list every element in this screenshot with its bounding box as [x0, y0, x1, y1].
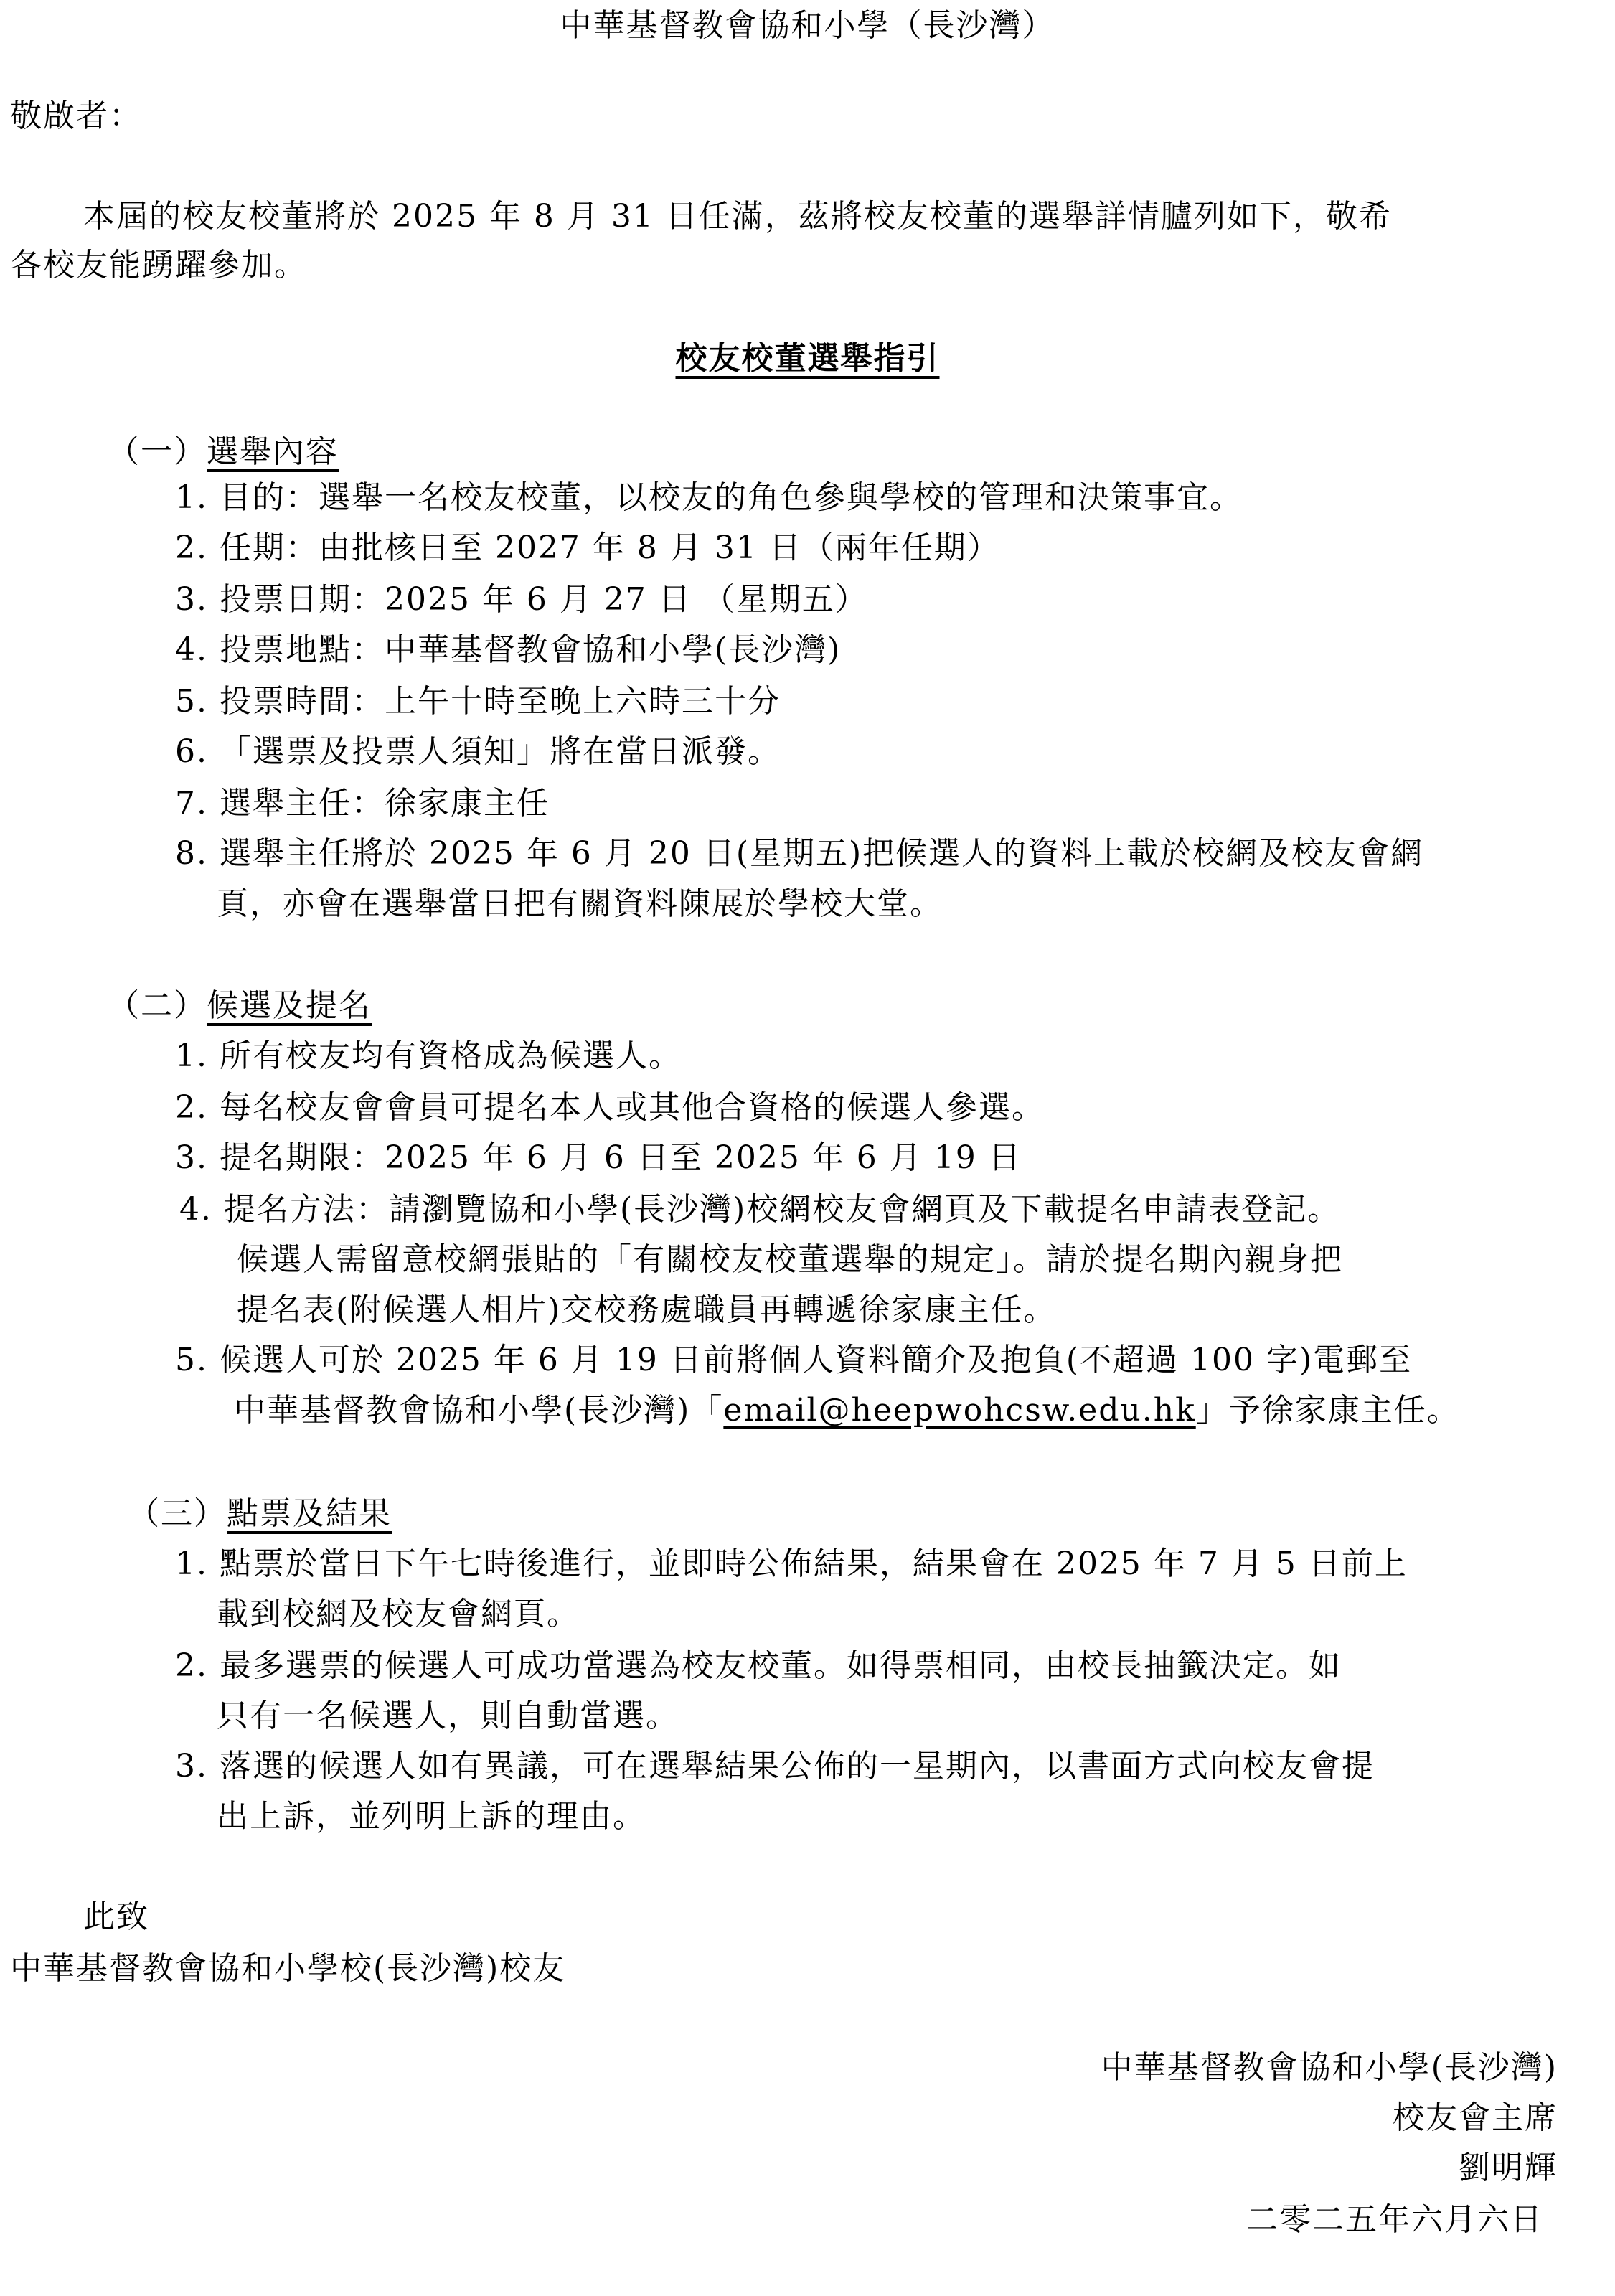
salutation: 敬啟者： [10, 98, 142, 134]
email-prefix: 中華基督教會協和小學(長沙灣)「 [234, 1392, 724, 1429]
section1-item: 5. 投票時間：上午十時至晚上六時三十分 [175, 683, 781, 720]
section2-item: 2. 每名校友會會員可提名本人或其他合資格的候選人參選。 [175, 1089, 1045, 1126]
guide-heading: 校友校董選舉指引 [675, 340, 940, 377]
section2-item: 5. 候選人可於 2025 年 6 月 19 日前將個人資料簡介及抱負(不超過 100 字)電郵至 [175, 1342, 1413, 1378]
section2-item: 1. 所有校友均有資格成為候選人。 [175, 1038, 682, 1074]
section1-item: 1. 目的：選舉一名校友校董，以校友的角色參與學校的管理和決策事宜。 [175, 479, 1243, 516]
section3-heading [128, 1492, 392, 1535]
section1-item: 7. 選舉主任：徐家康主任 [175, 785, 550, 822]
section2-item-continued: 提名表(附候選人相片)交校務處職員再轉遞徐家康主任。 [237, 1292, 1057, 1328]
signature-name: 劉明輝 [1459, 2150, 1558, 2186]
section3-item: 1. 點票於當日下午七時後進行，並即時公佈結果，結果會在 2025 年 7 月 5 日前上 [175, 1545, 1408, 1582]
section1-number: （一） [108, 433, 207, 470]
section2-title: 候選及提名 [207, 987, 372, 1024]
school-title: 中華基督教會協和小學（長沙灣） [560, 7, 1055, 44]
closing-regards: 此致 [83, 1899, 149, 1935]
section1-item: 6. 「選票及投票人須知」將在當日派發。 [175, 733, 781, 770]
section3-title: 點票及結果 [227, 1495, 392, 1532]
section3-item-continued: 出上訴，並列明上訴的理由。 [217, 1798, 646, 1835]
intro-line-1: 本屆的校友校董將於 2025 年 8 月 31 日任滿，茲將校友校董的選舉詳情臚列如下，敬希 [83, 198, 1392, 235]
section1-heading [108, 430, 339, 474]
email-link[interactable]: email@heepwohcsw.edu.hk [723, 1392, 1196, 1429]
section1-title: 選舉內容 [207, 433, 339, 470]
signature-role: 校友會主席 [1393, 2099, 1558, 2136]
section2-heading [108, 984, 372, 1027]
section1-item: 4. 投票地點：中華基督教會協和小學(長沙灣) [175, 631, 842, 668]
section3-item: 2. 最多選票的候選人可成功當選為校友校董。如得票相同，由校長抽籤決定。如 [175, 1647, 1342, 1684]
section1-item: 8. 選舉主任將於 2025 年 6 月 20 日(星期五)把候選人的資料上載於校網及校友會網 [175, 835, 1424, 872]
section3-item: 3. 落選的候選人如有異議，可在選舉結果公佈的一星期內，以書面方式向校友會提 [175, 1748, 1375, 1784]
signature-school: 中華基督教會協和小學(長沙灣) [1101, 2049, 1558, 2086]
section1-item: 2. 任期：由批核日至 2027 年 8 月 31 日（兩年任期） [175, 530, 1000, 566]
section2-number: （二） [108, 987, 207, 1024]
section1-item: 3. 投票日期：2025 年 6 月 27 日 （星期五） [175, 581, 868, 618]
section2-item: 4. 提名方法：請瀏覽協和小學(長沙灣)校網校友會網頁及下載提名申請表登記。 [179, 1191, 1341, 1228]
section2-item-continued: 候選人需留意校網張貼的「有關校友校董選舉的規定」。請於提名期內親身把 [237, 1241, 1343, 1278]
section2-item: 3. 提名期限：2025 年 6 月 6 日至 2025 年 6 月 19 日 [175, 1139, 1022, 1176]
section1-item-continued: 頁，亦會在選舉當日把有關資料陳展於學校大堂。 [217, 885, 943, 922]
email-suffix: 」予徐家康主任。 [1195, 1392, 1460, 1429]
section3-number: （三） [128, 1495, 227, 1532]
section3-item-continued: 載到校網及校友會網頁。 [217, 1596, 580, 1632]
intro-line-2: 各校友能踴躍參加。 [10, 247, 307, 283]
closing-recipient: 中華基督教會協和小學校(長沙灣)校友 [10, 1950, 566, 1987]
signature-date: 二零二五年六月六日 [1246, 2201, 1543, 2238]
section2-email-line [234, 1389, 1460, 1432]
section3-item-continued: 只有一名候選人，則自動當選。 [217, 1698, 679, 1734]
